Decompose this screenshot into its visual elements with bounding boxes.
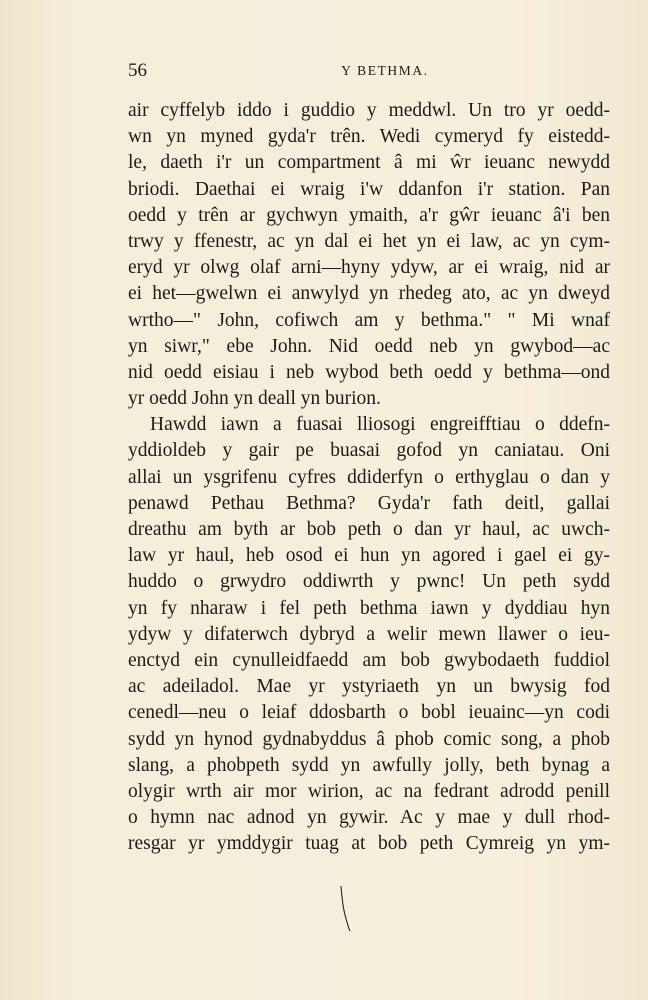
text-line: enctyd ein cynulleidfaedd am bob gwybodaeth fuddiol	[128, 649, 610, 671]
text-line: cenedl—neu o leiaf ddosbarth o bobl ieuainc—yn codi	[128, 702, 610, 724]
text-line: o hymn nac adnod yn gywir. Ac y mae y dull rhod-	[128, 807, 610, 829]
text-line: olygir wrth air mor wirion, ac na fedrant adrodd penill	[128, 780, 610, 802]
text-line: wrtho—" John, cofiwch am y bethma." " Mi wnaf	[128, 309, 610, 331]
text-line: penawd Pethau Bethma? Gyda'r fath deitl, gallai	[128, 492, 610, 514]
text-line: nid oedd eisiau i neb wybod beth oedd y bethma—ond	[128, 361, 610, 383]
text-line: yn fy nharaw i fel peth bethma iawn y dyddiau hyn	[128, 597, 610, 619]
text-line: Hawdd iawn a fuasai lliosogi engreifftiau o ddefn-	[150, 414, 610, 436]
text-line: wn yn myned gyda'r trên. Wedi cymeryd fy eistedd-	[128, 126, 610, 148]
text-line: air cyffelyb iddo i guddio y meddwl. Un tro yr oedd-	[128, 100, 610, 121]
text-line: eryd yr olwg olaf arni—hyny ydyw, ar ei wraig, nid ar	[128, 257, 610, 279]
text-line: slang, a phobpeth sydd yn awfully jolly, beth bynag a	[128, 754, 610, 776]
pencil-mark	[338, 884, 352, 932]
text-line: resgar yr ymddygir tuag at bob peth Cymreig yn ym-	[128, 833, 610, 855]
text-line: yn siwr," ebe John. Nid oedd neb yn gwybod—ac	[128, 335, 610, 357]
page-header	[128, 60, 612, 86]
text-line: law yr haul, heb osod ei hun yn agored i gael ei gy-	[128, 545, 610, 567]
text-line: yddioldeb y gair pe buasai gofod yn caniatau. Oni	[128, 440, 610, 462]
running-head: Y BETHMA.	[341, 63, 429, 78]
text-line: ac adeiladol. Mae yr ystyriaeth yn un bwysig fod	[128, 676, 610, 698]
text-line: allai un ysgrifenu cyfres ddiderfyn o erthyglau o dan y	[128, 466, 610, 488]
text-line: oedd y trên ar gychwyn ymaith, a'r gŵr ieuanc â'i ben	[128, 204, 610, 226]
text-line: dreathu am byth ar bob peth o dan yr haul, ac uwch-	[128, 519, 610, 540]
text-line: le, daeth i'r un compartment â mi ŵr ieuanc newydd	[128, 152, 610, 174]
body-text	[128, 98, 610, 857]
text-line: ydyw y difaterwch dybryd a welir mewn llawer o ieu-	[128, 623, 610, 645]
text-line: huddo o grwydro oddiwrth y pwnc! Un peth sydd	[128, 571, 610, 593]
text-line: yr oedd John yn deall yn burion.	[128, 388, 381, 410]
text-line: ei het—gwelwn ei anwylyd yn rhedeg ato, ac yn dweyd	[128, 283, 610, 305]
text-line: sydd yn hynod gydnabyddus â phob comic song, a phob	[128, 728, 610, 750]
page-number: 56	[128, 60, 147, 81]
text-line: briodi. Daethai ei wraig i'w ddanfon i'r station. Pan	[128, 178, 610, 200]
text-line: trwy y ffenestr, ac yn dal ei het yn ei law, ac yn cym-	[128, 230, 610, 252]
